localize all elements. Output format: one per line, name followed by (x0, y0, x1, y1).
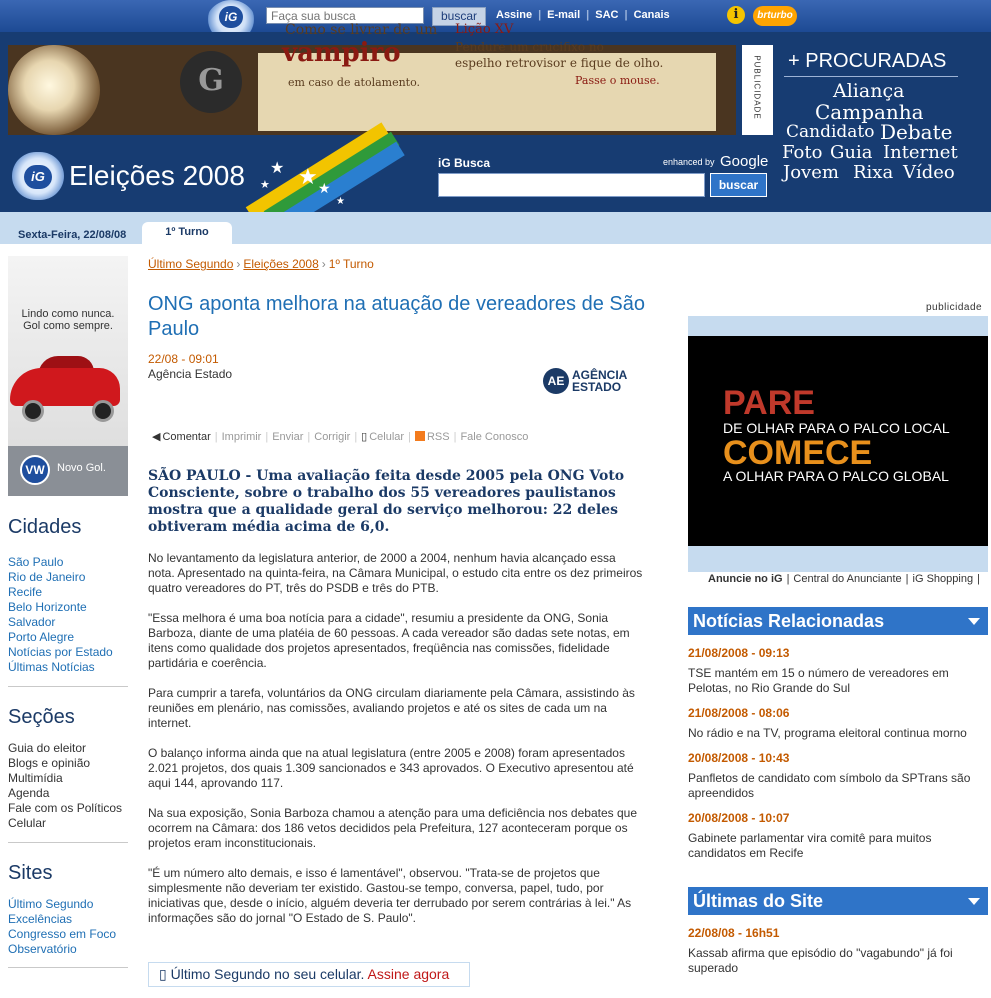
banner-right-line4: Passe o mouse. (575, 74, 660, 87)
secao-blogs[interactable]: Blogs e opinião (8, 756, 91, 770)
phone-icon: ▯ (361, 431, 368, 443)
ig-busca-label: iG Busca (438, 156, 491, 170)
related-date: 21/08/2008 - 09:13 (688, 646, 790, 660)
link-email[interactable]: E-mail (547, 9, 581, 21)
related-news-header[interactable] (688, 607, 988, 635)
article-paragraph: "Essa melhora é uma boa notícia para a cidade", resumiu a presidente da ONG, Sonia Barboza, diante de uma platéia de 60 pessoas. A cada vereador são dadas sete notas, em itens como qualidade dos projetos apresentados, freqüência nas comissões, fidelidade partidária e coerência. (148, 611, 630, 670)
procuradas-word[interactable]: Guia (830, 142, 873, 163)
agencia-estado-logo: AE (543, 368, 569, 394)
imprimir-button[interactable]: Imprimir (221, 431, 262, 443)
rss-button[interactable]: RSS (411, 431, 454, 443)
date-bar (0, 212, 991, 244)
related-title[interactable]: No rádio e na TV, programa eleitoral continua morno (688, 726, 967, 740)
star-icon: ★ (318, 180, 331, 196)
site-excelencias[interactable]: Excelências (8, 912, 73, 926)
secoes-heading: Seções (8, 706, 75, 728)
ad-line2: DE OLHAR PARA O PALCO LOCAL (723, 420, 950, 436)
article-paragraph: No levantamento da legislatura anterior, de 2000 a 2004, nenhum havia alcançado essa nota. Apresentado na quinta-feira, na Câmara Municipal, o estudo cita entre os dez primeiros quatro vereadores do PT, três do PSDB e três do PTB. (148, 551, 643, 595)
google-logo: Google (720, 153, 769, 170)
breadcrumb-ultimo-segundo[interactable]: Último Segundo (148, 257, 234, 271)
article-source: Agência Estado (148, 367, 233, 381)
ig-section-logo[interactable] (12, 152, 64, 200)
agencia-estado-wordmark: AGÊNCIA ESTADO (572, 368, 628, 394)
banner-right-line2: Pendure um crucifixo no (455, 40, 604, 54)
procuradas-word[interactable]: Internet (883, 142, 958, 163)
banner-left-line3: em caso de atolamento. (288, 76, 421, 89)
tab-primeiro-turno[interactable]: 1º Turno (142, 222, 232, 244)
ad-line1: PARE (723, 384, 815, 422)
phone-icon: ▯ (159, 966, 167, 982)
car-ad-model: Novo Gol. (57, 462, 106, 474)
car-ad-line1: Lindo como nunca. (21, 308, 115, 320)
monocle-image: G (180, 51, 242, 113)
anuncie-no-ig-link[interactable]: Anuncie no iG (708, 573, 783, 585)
article-title: ONG aponta melhora na atuação de vereadores de São Paulo (148, 293, 645, 340)
top-links: Assine | E-mail | SAC | Canais (490, 9, 676, 21)
cidades-heading: Cidades (8, 516, 82, 538)
car-wheel-rear (92, 400, 114, 422)
comentar-button[interactable]: ◀ Comentar (152, 431, 211, 443)
ig-logo-text: iG (219, 6, 243, 28)
ad-line4: A OLHAR PARA O PALCO GLOBAL (723, 468, 949, 484)
related-date: 21/08/2008 - 08:06 (688, 706, 790, 720)
latest-title[interactable]: Kassab afirma que episódio do "vagabundo" já foi superado (688, 946, 953, 975)
related-news-title: Notícias Relacionadas (693, 611, 885, 631)
top-search-button[interactable]: buscar (432, 7, 486, 26)
breadcrumb: Último Segundo › Eleições 2008 › 1º Turno (148, 257, 374, 271)
procuradas-word[interactable]: Aliança (833, 80, 905, 102)
megaphone-icon: ◀ (152, 431, 161, 443)
related-date: 20/08/2008 - 10:07 (688, 811, 790, 825)
link-canais[interactable]: Canais (633, 9, 670, 21)
latest-news-header[interactable] (688, 887, 988, 915)
banner-left-line2: vampiro (282, 38, 401, 68)
chevron-down-icon[interactable] (968, 898, 980, 905)
procuradas-word[interactable]: Candidato (786, 122, 875, 142)
left-divider (8, 967, 128, 968)
latest-date: 22/08/08 - 16h51 (688, 926, 780, 940)
cidade-salvador[interactable]: Salvador (8, 615, 56, 629)
article-paragraph: Para cumprir a tarefa, voluntários da ONG circulam diariamente pela Câmara, assistindo às reuniões em plenário, nas comissões, avaliando projetos e até os sites de cada um na internet. (148, 686, 635, 730)
related-title[interactable]: TSE mantém em 15 o número de vereadores em Pelotas, no Rio Grande do Sul (688, 666, 949, 695)
related-title[interactable]: Panfletos de candidato com símbolo da SPTrans são apreendidos (688, 771, 971, 800)
link-sac[interactable]: SAC (595, 9, 619, 21)
global-stage-ad[interactable] (688, 316, 988, 572)
article-paragraph: O balanço informa ainda que na atual legislatura (entre 2005 e 2008) foram apresentados 2.021 projetos, dos quais 1.309 sancionados e 343 aprovados. O Executivo apresentou até aqui 144, aprovando 117. (148, 746, 634, 790)
ultimas-noticias-link[interactable]: Últimas Notícias (8, 660, 95, 674)
section-title: Eleições 2008 (69, 160, 245, 191)
publicidade-label: publicidade (926, 302, 983, 313)
rss-icon (415, 431, 425, 441)
publicidade-vertical-label: PUBLICIDADE (742, 45, 773, 135)
secao-celular[interactable]: Celular (8, 816, 47, 830)
article-paragraph: "É um número alto demais, e isso é lamentável", observou. "Trata-se de projetos que simplesmente não deveriam ter existido. Gastou-se tempo, conversa, papel, tudo, por iniciativas que, desde o início, alguém deveria ter derrubado por serem contrárias à lei." As informações são do jornal "O Estado de S. Paulo". (148, 866, 632, 925)
latest-news-title: Últimas do Site (693, 891, 824, 911)
moon-image (8, 45, 100, 135)
site-observatorio[interactable]: Observatório (8, 942, 77, 956)
breadcrumb-eleicoes[interactable]: Eleições 2008 (243, 257, 319, 271)
procuradas-word[interactable]: Vídeo (903, 162, 955, 183)
cidades-list (8, 555, 113, 675)
noticias-por-estado-link[interactable]: Notícias por Estado (8, 645, 113, 659)
site-ultimo-segundo[interactable]: Último Segundo (8, 897, 94, 911)
sites-heading: Sites (8, 862, 53, 884)
breadcrumb-current: 1º Turno (328, 257, 374, 271)
ad-line3: COMECE (723, 434, 873, 472)
site-congresso-em-foco[interactable]: Congresso em Foco (8, 927, 117, 941)
left-divider (8, 686, 128, 687)
banner-right-line3: espelho retrovisor e fique de olho. (455, 56, 664, 70)
cell-subscribe-box (148, 962, 470, 987)
ig-logo[interactable] (205, 0, 257, 32)
secao-multimidia[interactable]: Multimídia (8, 771, 63, 785)
brturbo-logo[interactable]: brturbo (753, 6, 797, 26)
current-date: Sexta-Feira, 22/08/08 (18, 229, 127, 241)
article-paragraph: Na sua exposição, Sonia Barboza chamou a atenção para uma deficiência nos debates que ocorrem na Câmara: dos 186 vetos decididos pela Prefeitura, 127 aconteceram porque os projetos eram inconstitucionais. (148, 806, 637, 850)
star-icon: ★ (298, 164, 318, 189)
procuradas-word[interactable]: Rixa (853, 162, 894, 183)
secao-fale-com-politicos[interactable]: Fale com os Políticos (8, 801, 123, 815)
enviar-button[interactable]: Enviar (272, 431, 304, 443)
ig-busca-input[interactable] (438, 173, 705, 197)
cidade-sao-paulo[interactable]: São Paulo (8, 555, 64, 569)
cidade-recife[interactable]: Recife (8, 585, 43, 599)
procuradas-title: + PROCURADAS (788, 50, 947, 72)
cidade-rio-de-janeiro[interactable]: Rio de Janeiro (8, 570, 86, 584)
chevron-down-icon[interactable] (968, 618, 980, 625)
procuradas-word[interactable]: Debate (880, 120, 953, 144)
assine-agora-link[interactable]: Assine agora (367, 966, 450, 982)
related-title[interactable]: Gabinete parlamentar vira comitê para muitos candidatos em Recife (688, 831, 932, 860)
cidade-belo-horizonte[interactable]: Belo Horizonte (8, 600, 87, 614)
ad-links: Anuncie no iG | Central do Anunciante | iG Shopping | (688, 573, 988, 591)
cidade-porto-alegre[interactable]: Porto Alegre (8, 630, 75, 644)
related-date: 20/08/2008 - 10:43 (688, 751, 790, 765)
central-anunciante-link[interactable]: Central do Anunciante (793, 573, 902, 585)
procuradas-word[interactable]: Foto (782, 142, 823, 163)
ig-shopping-link[interactable]: iG Shopping (912, 573, 974, 585)
star-icon: ★ (260, 179, 270, 191)
info-icon[interactable]: i (727, 6, 745, 24)
article-date: 22/08 - 09:01 (148, 352, 219, 366)
secao-agenda[interactable]: Agenda (8, 786, 50, 800)
link-assine[interactable]: Assine (496, 9, 533, 21)
banner-right-line1: Lição XV (455, 22, 514, 37)
secoes-list (8, 741, 122, 831)
celular-button[interactable]: ▯ Celular (361, 431, 405, 443)
secao-guia-do-eleitor[interactable]: Guia do eleitor (8, 741, 87, 755)
article-tools: ◀ Comentar | Imprimir | Enviar | Corrigir | ▯ Celular | RSS | Fale Conosco (148, 430, 532, 443)
article-lead: SÃO PAULO - Uma avaliação feita desde 2005 pela ONG Voto Consciente, sobre o trabalho dos 55 vereadores paulistanos mostra que a qualidade geral do serviço melhorou: 22 deles obtiveram média acima de 6,0. (148, 468, 625, 535)
sites-list (8, 897, 116, 957)
corrigir-button[interactable]: Corrigir (314, 431, 351, 443)
car-wheel-front (22, 400, 44, 422)
car-ad-line2: Gol como sempre. (23, 320, 113, 332)
vw-logo: VW (20, 455, 50, 485)
ig-busca-button[interactable]: buscar (710, 173, 767, 197)
fale-conosco-button[interactable]: Fale Conosco (460, 431, 529, 443)
procuradas-word[interactable]: Jovem (783, 162, 839, 183)
star-icon: ★ (336, 196, 345, 207)
enhanced-by-label: enhanced by (663, 157, 715, 167)
star-icon: ★ (270, 160, 285, 177)
banner-left-line1: Como se livrar de um (285, 22, 438, 38)
cell-subscribe-text: Último Segundo no seu celular. (170, 966, 365, 982)
left-divider (8, 842, 128, 843)
ig-section-logo-text: iG (24, 165, 52, 189)
procuradas-word[interactable]: Campanha (815, 100, 924, 124)
procuradas-divider (784, 76, 958, 77)
